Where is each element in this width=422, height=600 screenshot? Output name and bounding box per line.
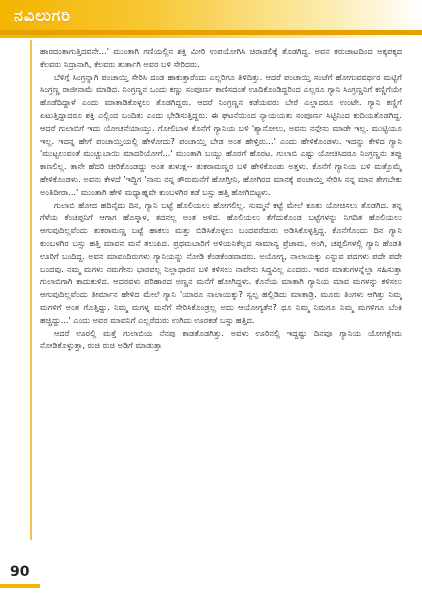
- paragraph: ಗುಲಾಬಿ ಹೋದ ಹದಿನೈದು ದಿನ, ಗ್ಯಾನಿ ಬಟ್ಟೆ ಹೊಲಿಯಲು ಹೋಗಲಿಲ್ಲ. ಸುಮ್ಮನೆ ಕಟ್ಟೆ ಮೇಲೆ ಕೂತು ಯೋಚಿಸಲು ತೊಡಗಿದ. ತನ್ನ ಗೆಳೆಯ ಕೆಂಚಪ್ಪನಿಗೆ ಆಗಾಗ ಹೊಸ್ಕಾಳ, ತದನಲ್ಲ ಅಂತ ಅಳಿದ. ಹೊಲಿಯಲು ತೆಗೆದುಕೊಂಡ ಬಟ್ಟೆಗಳನ್ನು ನಿಗದಿತ ಹೊಲಿಯಲು ಆಗುವುದಿಲ್ಲವೆಂದು ತುಕರಾಮಣ್ಣ ಬಟ್ಟೆ ಹಾಕಲು ಮತ್ತು ಬಿಡಿಸಿಕೊಳ್ಳಲು ಬಂದವರೆದುರು ಅಡಿಸಿಕೊಳ್ಳತ್ತಿದ್ದ. ಕೊನೆಗೊಂದು ದಿನ ಗ್ಯಾನಿ ಕುಂಬಳಗಿರ ಬಸ್ಸು ಹತ್ತಿ ಮಾವನ ಮನೆ ತಲುಪಿದ. ಪ್ರಥಮಬಾರಿಗೆ ಅಳಿಯನಿಕೆಲ್ಲದ ಸಾಮಾನ್ಯ ಪ್ರೆಜಾಮ, ಅಂಗಿ, ಚಪ್ಪಲಿಗಳಲ್ಲಿ ಗ್ಯಾನಿ ಹೆಂಡತಿ ಊರಿಗೆ ಬಂದಿದ್ದ. ಅವನ ಮಾವಂದಿರುಗಳು ಗ್ಯಾನಿಯನ್ನು ನೋಡಿ ಕೆಂಡಕೆಂಡವಾದರು. ಅಯೋಗ್ಯ, ನಾಲಾಯಕ್ಕು ಎನ್ನುವ ಪದಗಳು ಪದೇ ಪದೇ ಬಂದವು. ನಮ್ಮ ಮಗಳು ನಮಗೇನು ಭಾರವಲ್ಲ ನಿಲ್ಲಾಧಾರನ ಬಳಿ ಕಳಿಸಲು ನಾವೇನು ಸಿದ್ಧವಿಲ್ಲ ಎಂದರು. ಇವರ ಮಾತುಗಳನ್ನೆಲ್ಲಾ ಸಹಿಸುತ್ತಾ ಗುಲಾಬಿಗಾಗಿ ಕಾದುಕುಳಿದ. ಆದರವಳು ಪರಿಹಾರದ ಅಣ್ಣನ ಮನೆಗೆ ಹೋಗಿದ್ದಳು. ಕೊನೆಯ ಮಾತಾಗಿ ಗ್ಯಾನಿಯ ಮಾವ ಮಗಳನ್ನು ಕಳಿಸಲು ಆಗುವುದಿಲ್ಲವೆಂದು ತೀರ್ಮಾನ ಹೇಳಿದ ಮೇಲೆ ಗ್ಯಾನಿ 'ಯಾರೂ ನಾಲಾಯಕ್ಕು? ಸ್ವಲ್ಪ ಹಲ್ಲಿಡಿದು ಮಾತಾಡ್ರಿ. ಮೂರು ತಿಂಗಳು ಆಗಿತ್ತು ನಿಮ್ಮ ಮಗಳಿಗೆ ಅಂತ ಗೊತ್ತಿದ್ದು. ನಿಮ್ಮ ಮಗಳ್ನ ಮನೆಗೆ ಸೇರಿಸಿಕೊಂಡ್ರಲ್ಲ ಅದು ಆಯೋಗ್ಯತೆನ? ಥೂ ನಿಮ್ಮ ನಿಮಗೂ ನಿಮ್ಮ ಮಗಳಿಗೂ ಬೆಂಕಿ ಹಚ್ಚಿದ್ದು...' ಎಂದು ಅವರ ಮಾವನಿಗೆ ಎಲ್ಲರೆದುರು ಉಗಿದು ಊರಕಡೆ ಬಸ್ಸು ಹತ್ತಿದ.: [40, 199, 402, 325]
- paragraph: ಹಾರದಂತಾಗುತ್ತಿದವನೇ...' ಮುಂತಾಗಿ ಗಣಿಯಲ್ಲಿನ ಶಕ್ತಿ ಮೀರಿ ಉಪಯೋಗಿಸಿ ಚಿರಾಡಲಿಕ್ಕೆ ತೊಡಗಿದ್ದ. ಅವನ ಕರುಚಾಟದಿಂದ ಅಕ್ಕಪಕ್ಕದ ಕೆಲವರು ನಿದ್ರಾನಾಗಿ, ಕೆಲವರು ತುರ್ತಾಗಿ ಅವರ ಬಳಿ ಸೇರಿದರು.: [40, 46, 402, 69]
- margin-rule: [30, 40, 32, 540]
- page-number-accent: [0, 584, 40, 588]
- page-number: 90: [10, 564, 30, 580]
- paragraph: ಬೆಳಿಗ್ಗೆ ಸಿಂಗ್ರನ್ನಾಗಿ ಪಂಚಾಯ್ತಿ ಸೇರಿಸಿ ದಂಡ ಹಾಕುತ್ತಾರೆಂದು ಎಲ್ಲರಿಗೂ ತಿಳಿದಿತ್ತು. ಆದರೆ ಪಂಚಾಯ್ತಿ ಸಂಜೆಗೆ ಹೋಗುವವರ್ಥರ ಮಟ್ಟಿಗೆ ಸಿಂಗ್ರಣ್ಣ ರಾಜೀನಾಮೆ ಮಾಡಿದ. ನಿಂಗ್ರಣ್ಣನ ಒಂದು ಕಣ್ಣು ಸಂಪೂರ್ಣ ಕಾಣಿಸದಂತೆ ಊದಿಕೊಂಡಿದ್ದರಿಂದ ಎಲ್ಲರೂ ಗ್ಯಾನಿ ಸಿಂಗ್ರಣ್ಣನಿಗೆ ಕಣ್ಣಿಗೆಯೇ ಹೊಡೆದಿದ್ದಾಳೆ ಎಂದು ಮಾತಾಡಿಕೊಳ್ಳಲು ತೊಡಗಿದ್ದರು. ಆದರೆ ನಿಂಗ್ರಣ್ಣನ ಕಡೆಯವರು ಬೇರೆ ಎಲ್ಲಾದರೂ ಉಂಟೇ. ಗ್ಯಾನಿ ಕಣ್ಣಿಗೆ ಏಟುತ್ತಿದ್ದಾದರೂ ಶಕ್ತಿ ಎಲ್ಲಿಂದ ಬಂದಿತು ಎಂದು ಭೇಡಿಸುತ್ತಿದ್ದರು. ಈ ಘಟನೆಯಿಂದ ನ್ಯಾಯಯತು ಸಂಪೂರ್ಣ ಸಿಟ್ಟಿನಿಂದ ಕುದಿಯತೊಡಗಿದ್ದ. ಆದರೆ ಗುಲಾಬಿಗೆ ಇದು ಯೋಚನೆಯಾಯ್ತು. ಗೋಲಿಬಾಳ ಕೊನೆಗೆ ಗ್ಯಾನಿಯ ಬಳಿ 'ಶ್ಯಾನೋಲು, ಅವನು ನನ್ಗೇನು ಮಾಡೇ ಇಲ್ಲ. ಮುಟ್ಟಿಯೂ ಇಲ್ಲ. ಇದನ್ನ ಹೇಗೆ ಪಂಚಾಯ್ತಿಯಲ್ಲಿ ಹೇಳೋದು? ಪಂಚಾಯ್ತಿ ಬೇಡ ಅಂತ ಹೇಳ್ತಿರು...' ಎಂದು ಹೇಳಿಕೊಂಡಳು. ಇದನ್ನು ಕೇಳಿದ ಗ್ಯಾನಿ 'ಮುಟ್ಟಲುವಂತೆ ಮುಚ್ಚುಬಾಯಿ ಮಾದರಿಯೋಗೆ...' ಮುಂತಾಗಿ ಬಯ್ದು ಹೊರಗೆ ಹೊರಟ. ಗುಲಾಬಿ ಎಷ್ಟು ಯೋಚಿಸಿದರೂ ನಿಂಗ್ರಣ್ಣನು ತಪ್ಪು ಕಾಣಲಿಲ್ಲ. ತಾನೇ ಹೆದರಿ ಚೀರಿಕೊಂಡದ್ದು ಅಂತ ತುಳುಕ್ಷ-- ತುಕರಾಮಣ್ಣರ ಬಳಿ ಹೇಳಿಕೊಂಡು ಅತ್ತಳು. ಕೊನೆಗೆ ಗ್ಯಾನಿಯ ಬಳಿ ಮತ್ತೊಮ್ಮೆ ಹೇಳಿಕೊಂಡಳು. ಅವನು ಕೇಳದೆ 'ಇದ್ದಿಗ 'ನಾನು ನನ್ನ ತೌರುಮನೆಗೆ ಹೋಗ್ತೀನಿ, ಹೋಗಿರದ ಮಾನಕ್ಕೆ ಪಂಚಾಯ್ತಿ ಸೇರಿಸಿ ನನ್ನ ಮಾನ ತೇಗಬೇಕು ಅಂತಿದೀರಾ...' ಮುಂತಾಗಿ ಹೇಳಿ ಮಧ್ಯಾಹ್ನವೇ ಕುಂಬಳಗಿರ ಕಡೆ ಬಸ್ಸು ಹತ್ತಿ ಹೋಗಿಬಿಟ್ಟಳು.: [40, 71, 402, 197]
- running-title: ನವಿಲುಗರಿ: [14, 6, 71, 25]
- paragraph: ಆದರೆ ಊರಲ್ಲಿ ಮತ್ತೆ ಗುಲಾಬಿಯ ನೆನಪು ಕಾಡತೊಡಗಿತ್ತು. ಅವಳು ಊರಿನಲ್ಲಿ ಇದ್ದಷ್ಟು ದಿನವೂ ಗ್ಯಾನಿಯ ಯೋಗಕ್ಷೇಮ ನೋಡಿಕೊಳ್ಳುತ್ತಾ, ರುಚಿ ರುಚಿ ಅಡಿಗೆ ಮಾಡುತ್ತಾ: [40, 327, 402, 351]
- page-header: [0, 0, 422, 38]
- header-stripe: [0, 30, 422, 35]
- body-text: [40, 45, 402, 565]
